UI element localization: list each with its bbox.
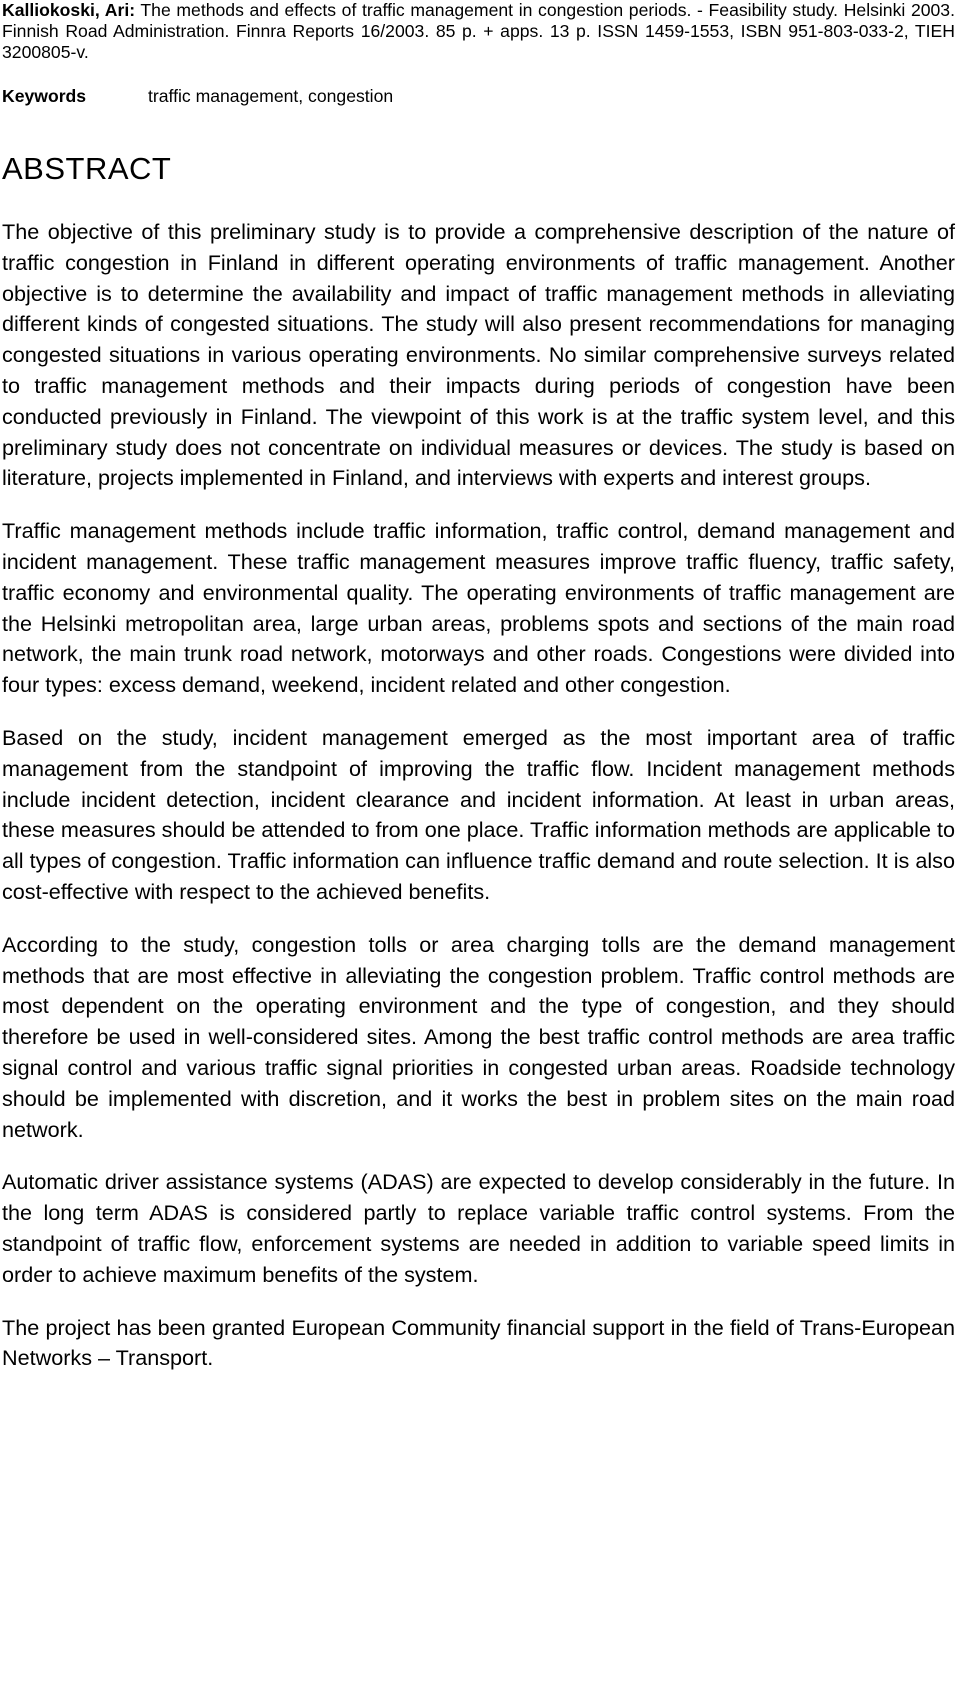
abstract-paragraph-5: Automatic driver assistance systems (ADAS) are expected to develop considerably in the future. In the long term ADAS is considered partly to replace variable traffic control systems. From the standpoint of traffic flow, enforcement systems are needed in addition to variable speed limits in order to achieve maximum benefits of the system.: [2, 1169, 955, 1287]
abstract-paragraph-6: The project has been granted European Community financial support in the field of Trans-European Networks – Transport.: [2, 1314, 955, 1371]
document-page: [2, 0, 955, 1374]
keywords-row: [2, 85, 955, 107]
abstract-paragraph-2: Traffic management methods include traffic information, traffic control, demand management and incident management. These traffic management measures improve traffic fluency, traffic safety, traffic economy and environmental quality. The operating environments of traffic management are the Helsinki metropolitan area, large urban areas, problems spots and sections of the main road network, the main trunk road network, motorways and other roads. Congestions were divided into four types: excess demand, weekend, incident related and other congestion.: [2, 518, 955, 698]
keywords-value: traffic management, congestion: [148, 86, 394, 106]
abstract-paragraph-4: According to the study, congestion tolls or area charging tolls are the demand management methods that are most effective in alleviating the congestion problem. Traffic control methods are most dependent on the operating environment and the type of congestion, and they should therefore be used in well-considered sites. Among the best traffic control methods are area traffic signal control and various traffic signal priorities in congested urban areas. Roadside technology should be implemented with discretion, and it works the best in problem sites on the main road network.: [2, 931, 955, 1142]
abstract-heading: ABSTRACT: [2, 151, 172, 186]
citation-author: Kalliokoski, Ari:: [2, 0, 136, 20]
abstract-paragraph-1: The objective of this preliminary study is to provide a comprehensive description of the nature of traffic congestion in Finland in different operating environments of traffic management. Another objective is to determine the availability and impact of traffic management methods in alleviating different kinds of congested situations. The study will also present recommendations for managing congested situations in various operating environments. No similar comprehensive surveys related to traffic management methods and their impacts during periods of congestion have been conducted previously in Finland. The viewpoint of this work is at the traffic system level, and this preliminary study does not concentrate on individual measures or devices. The study is based on literature, projects implemented in Finland, and interviews with experts and interest groups.: [2, 219, 955, 491]
keywords-label: Keywords: [2, 86, 87, 106]
citation: [2, 0, 955, 63]
abstract-paragraph-3: Based on the study, incident management emerged as the most important area of traffic management from the standpoint of improving the traffic flow. Incident management methods include incident detection, incident clearance and incident information. At least in urban areas, these measures should be attended to from one place. Traffic information methods are applicable to all types of congestion. Traffic information can influence traffic demand and route selection. It is also cost-effective with respect to the achieved benefits.: [2, 724, 955, 904]
citation-text: The methods and effects of traffic management in congestion periods. - Feasibility study. Helsinki 2003. Finnish Road Administration. Finnra Reports 16/2003. 85 p. + apps. 13 p. ISSN 1459-1553, ISBN 951-803-033-2, TIEH 3200805-v.: [2, 0, 955, 62]
